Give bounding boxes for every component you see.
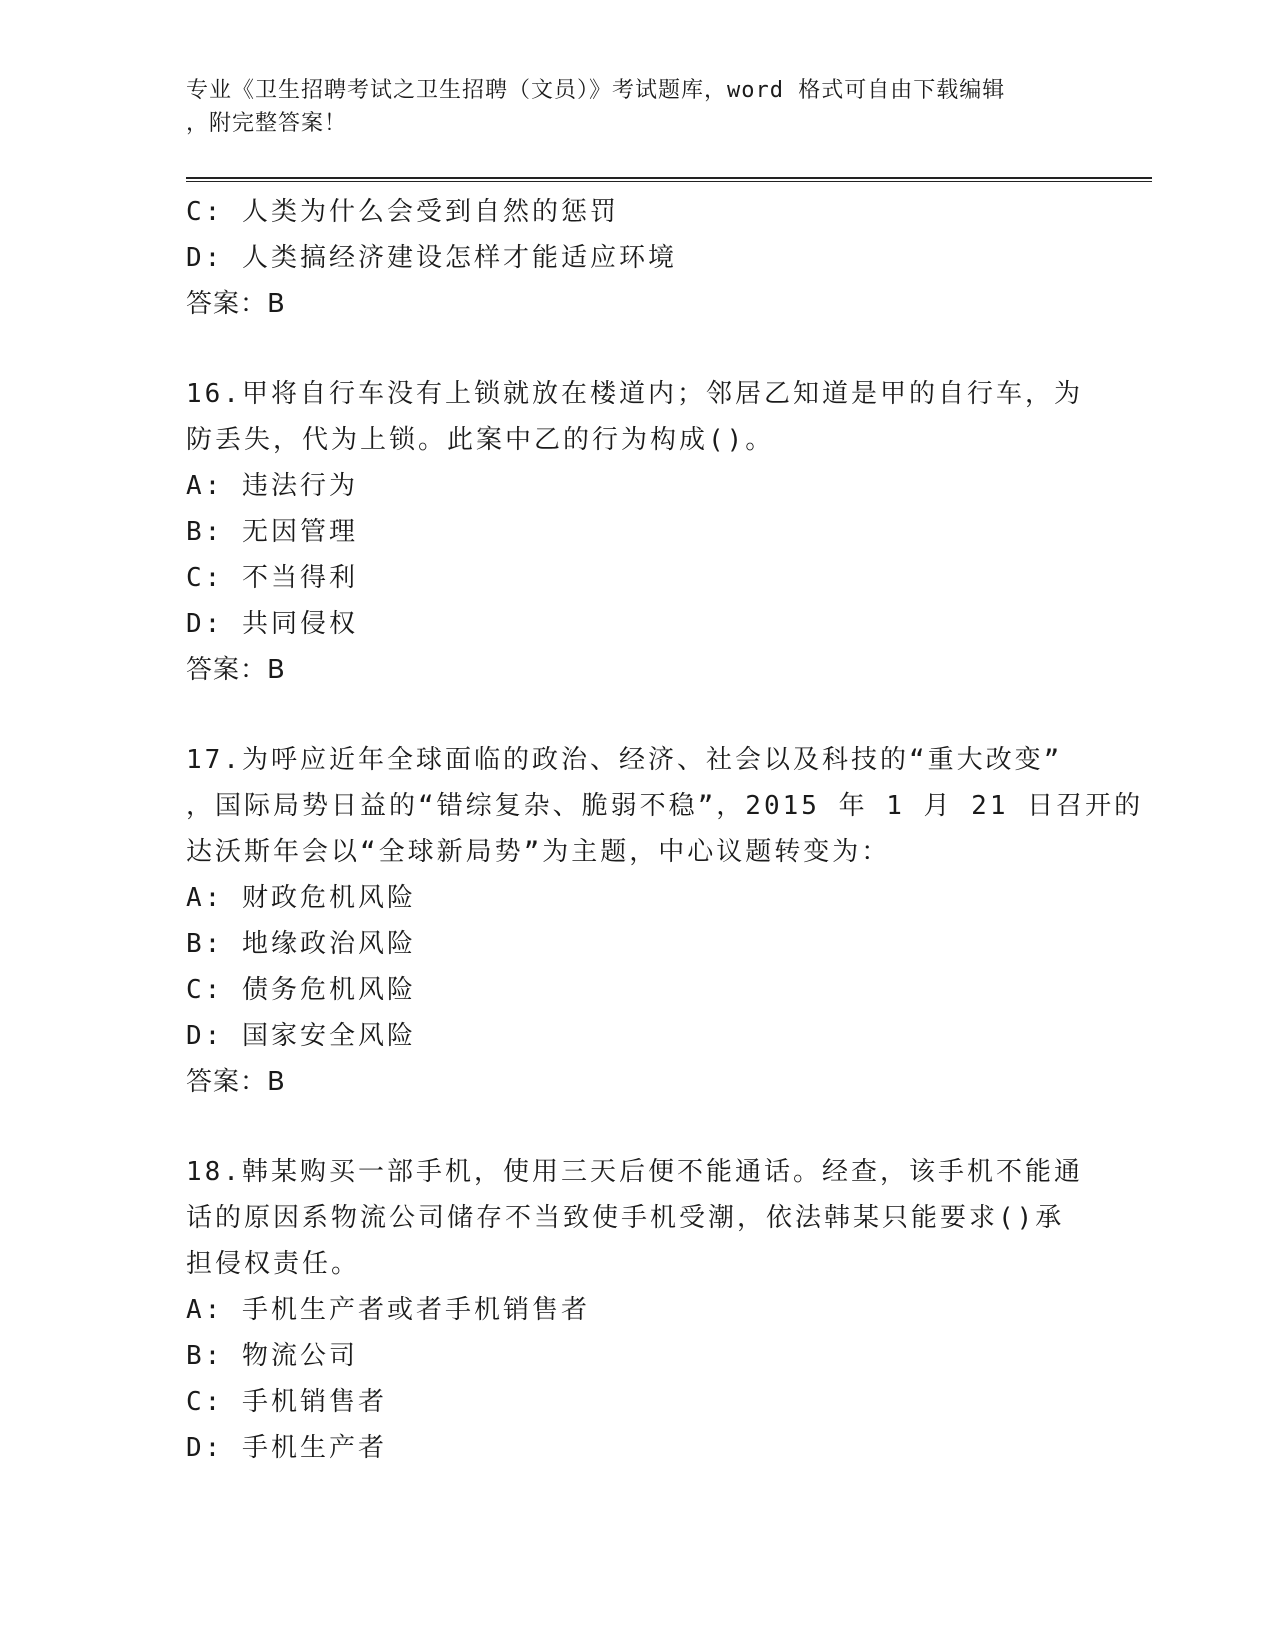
question-stem: 担侵权责任。 — [186, 1249, 361, 1279]
option-b: B: 无因管理 — [186, 517, 358, 547]
option-a: A: 财政危机风险 — [186, 883, 416, 913]
question-list — [186, 189, 1146, 1471]
question-16 — [186, 371, 1146, 693]
option-c: C: 手机销售者 — [186, 1387, 387, 1417]
header-line-2: ，附完整答案！ — [186, 111, 348, 136]
question-stem: ，国际局势日益的“错综复杂、脆弱不稳”，2015 年 1 月 21 日召开的 — [186, 791, 1144, 821]
answer-line: 答案：B — [186, 289, 286, 319]
answer-line: 答案：B — [186, 1067, 286, 1097]
header-line-1: 专业《卫生招聘考试之卫生招聘（文员）》考试题库，word 格式可自由下载编辑 — [186, 78, 1006, 103]
question-18 — [186, 1149, 1146, 1471]
question-stem: 18.韩某购买一部手机，使用三天后便不能通话。经查，该手机不能通 — [186, 1157, 1083, 1187]
option-d: D: 手机生产者 — [186, 1433, 387, 1463]
answer-line: 答案：B — [186, 655, 286, 685]
option-c: C: 人类为什么会受到自然的惩罚 — [186, 197, 619, 227]
question-17 — [186, 737, 1146, 1105]
option-c: C: 债务危机风险 — [186, 975, 416, 1005]
option-b: B: 物流公司 — [186, 1341, 358, 1371]
option-d: D: 共同侵权 — [186, 609, 358, 639]
question-stem: 达沃斯年会以“全球新局势”为主题，中心议题转变为： — [186, 837, 891, 867]
option-a: A: 违法行为 — [186, 471, 358, 501]
option-d: D: 人类搞经济建设怎样才能适应环境 — [186, 243, 677, 273]
question-stem: 16.甲将自行车没有上锁就放在楼道内；邻居乙知道是甲的自行车，为 — [186, 379, 1083, 409]
option-b: B: 地缘政治风险 — [186, 929, 416, 959]
option-a: A: 手机生产者或者手机销售者 — [186, 1295, 590, 1325]
document-header — [186, 74, 1086, 140]
option-c: C: 不当得利 — [186, 563, 358, 593]
question-stem: 17.为呼应近年全球面临的政治、经济、社会以及科技的“重大改变” — [186, 745, 1063, 775]
option-d: D: 国家安全风险 — [186, 1021, 416, 1051]
question-stem: 防丢失，代为上锁。此案中乙的行为构成()。 — [186, 425, 775, 455]
question-stem: 话的原因系物流公司储存不当致使手机受潮，依法韩某只能要求()承 — [186, 1203, 1065, 1233]
question-15-tail — [186, 189, 1146, 327]
header-divider — [186, 177, 1152, 182]
